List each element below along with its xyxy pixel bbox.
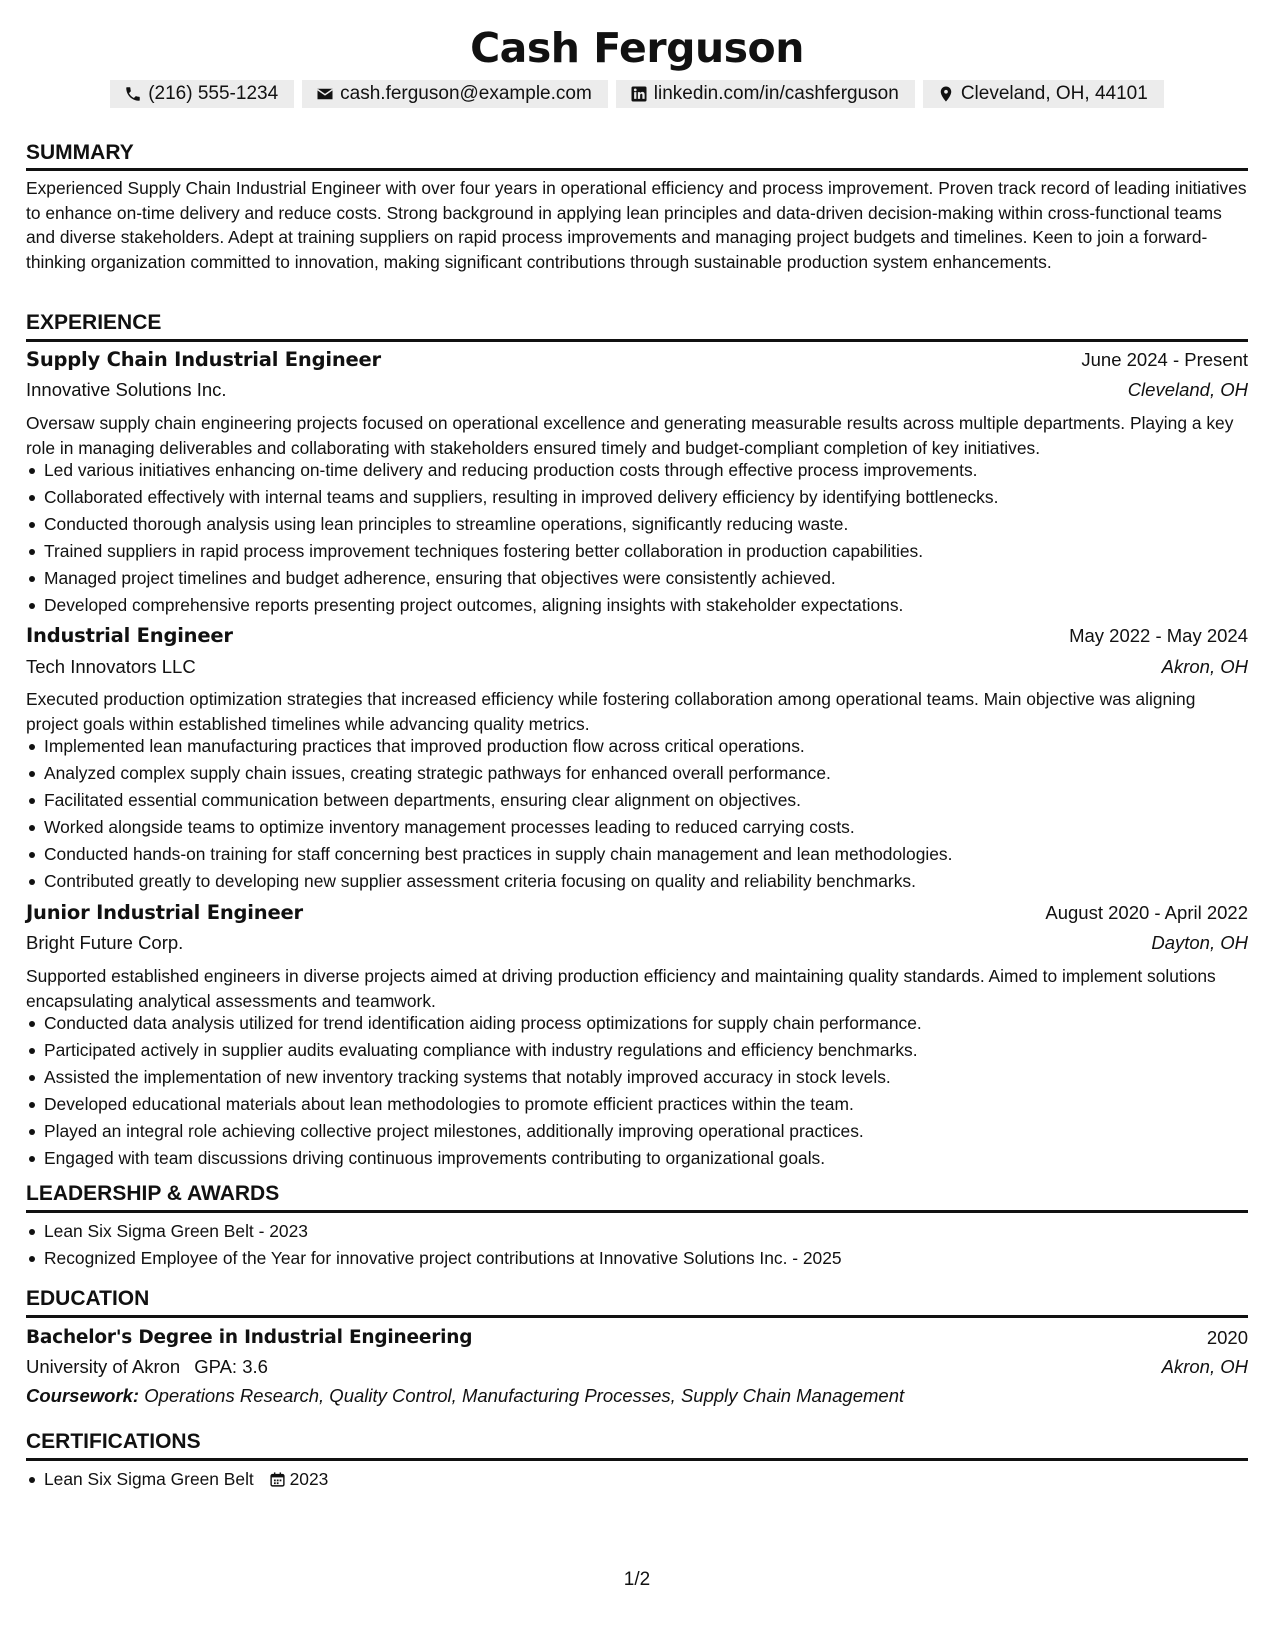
calendar-icon bbox=[269, 1469, 286, 1496]
job-bullets bbox=[26, 733, 1248, 894]
education-heading: EDUCATION bbox=[26, 1287, 150, 1310]
list-item: Implemented lean manufacturing practices that improved production flow across critical operations. bbox=[26, 733, 1248, 760]
job-company: Bright Future Corp. bbox=[26, 932, 184, 953]
list-item bbox=[26, 1466, 1248, 1496]
cert-name: Lean Six Sigma Green Belt bbox=[44, 1469, 254, 1489]
phone-text: (216) 555-1234 bbox=[148, 83, 279, 104]
list-item: Conducted data analysis utilized for trend identification aiding process optimizations for supply chain performance. bbox=[26, 1010, 1248, 1037]
summary-divider bbox=[26, 168, 1248, 171]
linkedin-icon bbox=[630, 85, 648, 103]
list-item: Engaged with team discussions driving continuous improvements contributing to organizational goals. bbox=[26, 1145, 1248, 1172]
list-item: Trained suppliers in rapid process improvement techniques fostering better collaboration in production capabilities. bbox=[26, 538, 1248, 565]
job-company: Tech Innovators LLC bbox=[26, 656, 196, 677]
list-item: Analyzed complex supply chain issues, creating strategic pathways for enhanced overall performance. bbox=[26, 760, 1248, 787]
list-item: Played an integral role achieving collective project milestones, additionally improving operational practices. bbox=[26, 1118, 1248, 1145]
list-item: Facilitated essential communication between departments, ensuring clear alignment on objectives. bbox=[26, 787, 1248, 814]
job-dates: May 2022 - May 2024 bbox=[1069, 625, 1248, 646]
location-text: Cleveland, OH, 44101 bbox=[960, 83, 1148, 104]
list-item: Worked alongside teams to optimize inventory management processes leading to reduced carrying costs. bbox=[26, 814, 1248, 841]
leadership-divider bbox=[26, 1210, 1248, 1213]
experience-divider bbox=[26, 339, 1248, 342]
job-company: Innovative Solutions Inc. bbox=[26, 379, 227, 400]
job-title: Junior Industrial Engineer bbox=[26, 901, 303, 924]
list-item: Led various initiatives enhancing on-time delivery and reducing production costs through effective process improvements. bbox=[26, 457, 1248, 484]
job-dates: June 2024 - Present bbox=[1081, 349, 1248, 370]
page-number: 1/2 bbox=[623, 1569, 651, 1590]
contact-phone[interactable] bbox=[110, 80, 294, 108]
certifications-list bbox=[26, 1466, 1248, 1496]
job-title: Industrial Engineer bbox=[26, 624, 233, 647]
list-item: Managed project timelines and budget adherence, ensuring that objectives were consistently achieved. bbox=[26, 565, 1248, 592]
contact-bar bbox=[26, 80, 1248, 108]
experience-heading: EXPERIENCE bbox=[26, 311, 162, 334]
contact-location bbox=[923, 80, 1164, 108]
school-line bbox=[26, 1354, 268, 1380]
school-name: University of Akron bbox=[26, 1356, 181, 1377]
list-item: Contributed greatly to developing new supplier assessment criteria focusing on quality and reliability benchmarks. bbox=[26, 868, 1248, 895]
summary-text: Experienced Supply Chain Industrial Engineer with over four years in operational efficiency and process improvement. Proven track record of leading initiatives to enhance on-time delivery and reduce costs. Strong background in applying lean principles and data-driven decision-making within cross-functional teams and diverse stakeholders. Adept at training suppliers on rapid process improvements and managing project budgets and timelines. Keen to join a forward-thinking organization committed to innovation, making significant contributions through sustainable production system enhancements. bbox=[26, 178, 1247, 272]
list-item: Collaborated effectively with internal teams and suppliers, resulting in improved delivery efficiency by identifying bottlenecks. bbox=[26, 484, 1248, 511]
degree-year: 2020 bbox=[1206, 1327, 1248, 1348]
school-location: Akron, OH bbox=[1161, 1356, 1248, 1377]
coursework-line bbox=[26, 1383, 904, 1409]
job-description: Oversaw supply chain engineering projects focused on operational excellence and generating measurable results across multiple departments. Playing a key role in managing deliverables and collaborating with stakeholders ensured timely and budget-compliant completion of key initiatives. bbox=[26, 413, 1234, 458]
candidate-name: Cash Ferguson bbox=[470, 24, 804, 72]
certifications-heading: CERTIFICATIONS bbox=[26, 1430, 201, 1453]
coursework-text: Operations Research, Quality Control, Manufacturing Processes, Supply Chain Management bbox=[144, 1385, 905, 1406]
certifications-divider bbox=[26, 1458, 1248, 1461]
education-divider bbox=[26, 1315, 1248, 1318]
job-location: Akron, OH bbox=[1161, 656, 1248, 677]
linkedin-text: linkedin.com/in/cashferguson bbox=[653, 83, 899, 104]
leadership-list bbox=[26, 1218, 1248, 1272]
job-location: Dayton, OH bbox=[1151, 932, 1248, 953]
job-dates: August 2020 - April 2022 bbox=[1045, 902, 1248, 923]
job-description: Executed production optimization strategies that increased efficiency while fostering collaboration among operational teams. Main objective was aligning project goals within established timelines while advancing quality metrics. bbox=[26, 689, 1196, 734]
leadership-heading: LEADERSHIP & AWARDS bbox=[26, 1182, 280, 1205]
job-description: Supported established engineers in diverse projects aimed at driving production efficiency and maintaining quality standards. Aimed to implement solutions encapsulating analytical assessments and teamwork. bbox=[26, 966, 1216, 1011]
summary-heading: SUMMARY bbox=[26, 141, 134, 164]
list-item: Lean Six Sigma Green Belt - 2023 bbox=[26, 1218, 1248, 1245]
phone-icon bbox=[124, 85, 142, 103]
map-pin-icon bbox=[937, 85, 955, 103]
list-item: Participated actively in supplier audits evaluating compliance with industry regulations and efficiency benchmarks. bbox=[26, 1037, 1248, 1064]
list-item: Developed educational materials about lean methodologies to promote efficient practices within the team. bbox=[26, 1091, 1248, 1118]
list-item: Developed comprehensive reports presenting project outcomes, aligning insights with stakeholder expectations. bbox=[26, 592, 1248, 619]
coursework-label: Coursework: bbox=[26, 1385, 140, 1406]
job-bullets bbox=[26, 1010, 1248, 1171]
list-item: Conducted thorough analysis using lean principles to streamline operations, significantly reducing waste. bbox=[26, 511, 1248, 538]
contact-email[interactable] bbox=[302, 80, 608, 108]
job-bullets bbox=[26, 457, 1248, 618]
job-location: Cleveland, OH bbox=[1127, 379, 1248, 400]
list-item: Assisted the implementation of new inventory tracking systems that notably improved accuracy in stock levels. bbox=[26, 1064, 1248, 1091]
cert-year: 2023 bbox=[289, 1469, 329, 1489]
email-text: cash.ferguson@example.com bbox=[340, 83, 592, 104]
list-item: Recognized Employee of the Year for innovative project contributions at Innovative Solutions Inc. - 2025 bbox=[26, 1245, 1248, 1272]
degree-title: Bachelor's Degree in Industrial Engineering bbox=[26, 1327, 473, 1348]
envelope-icon bbox=[316, 85, 334, 103]
list-item: Conducted hands-on training for staff concerning best practices in supply chain management and lean methodologies. bbox=[26, 841, 1248, 868]
job-title: Supply Chain Industrial Engineer bbox=[26, 348, 381, 371]
contact-linkedin[interactable] bbox=[616, 80, 915, 108]
gpa: GPA: 3.6 bbox=[194, 1356, 268, 1377]
